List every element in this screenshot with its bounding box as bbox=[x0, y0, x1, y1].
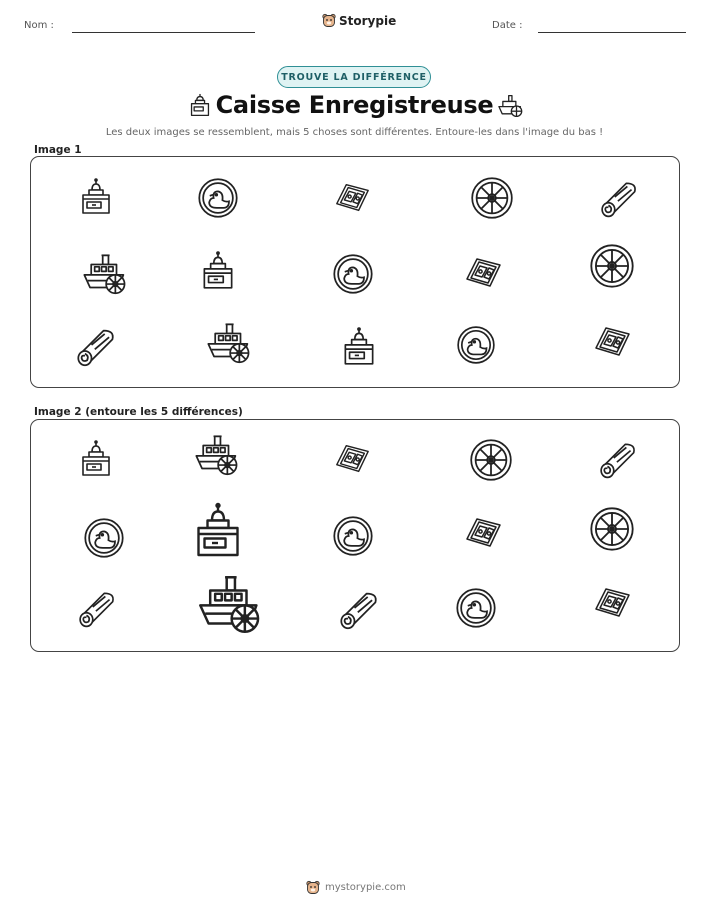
paper-roll-icon bbox=[598, 438, 640, 480]
banknote-tray-icon bbox=[326, 179, 378, 217]
image2-panel bbox=[30, 419, 680, 652]
duck-coin-icon bbox=[331, 252, 375, 296]
steamboat-icon bbox=[191, 574, 269, 640]
page-title: Caisse Enregistreuse bbox=[215, 91, 494, 119]
duck-coin-icon bbox=[453, 586, 499, 630]
steamboat-icon bbox=[202, 322, 256, 368]
cash-register-icon bbox=[197, 250, 239, 292]
steamboat-icon bbox=[78, 253, 132, 299]
cash-register-icon bbox=[76, 438, 116, 480]
duck-coin-icon bbox=[196, 176, 240, 220]
cash-register-icon bbox=[338, 325, 380, 369]
banknote-tray-icon bbox=[457, 513, 509, 553]
paper-roll-icon bbox=[75, 324, 119, 368]
bear-icon bbox=[306, 880, 320, 895]
cash-register-icon bbox=[188, 500, 248, 562]
steamboat-icon bbox=[191, 434, 243, 480]
wheel-icon bbox=[589, 243, 635, 289]
footer-url: mystorypie.com bbox=[325, 882, 406, 893]
brand-name: Storypie bbox=[339, 13, 397, 28]
footer bbox=[306, 880, 406, 895]
name-field[interactable] bbox=[72, 32, 255, 33]
steamboat-icon bbox=[495, 93, 525, 123]
bear-icon bbox=[322, 13, 336, 28]
panel2-label: Image 2 (entoure les 5 différences) bbox=[34, 406, 243, 418]
duck-coin-icon bbox=[81, 516, 127, 560]
panel1-label: Image 1 bbox=[34, 144, 82, 156]
wheel-icon bbox=[469, 438, 513, 482]
date-label: Date : bbox=[492, 20, 523, 31]
duck-coin-icon bbox=[331, 514, 375, 558]
paper-roll-icon bbox=[599, 177, 641, 219]
name-label: Nom : bbox=[24, 20, 54, 31]
banknote-tray-icon bbox=[586, 583, 638, 623]
wheel-icon bbox=[589, 506, 635, 552]
banknote-tray-icon bbox=[586, 322, 638, 362]
paper-roll-icon bbox=[77, 587, 119, 629]
cash-register-icon bbox=[76, 177, 116, 217]
wheel-icon bbox=[470, 176, 514, 220]
image1-panel bbox=[30, 156, 680, 388]
banknote-tray-icon bbox=[326, 440, 378, 478]
brand-logo bbox=[322, 13, 396, 28]
activity-badge: TROUVE LA DIFFÉRENCE bbox=[277, 66, 431, 88]
instructions: Les deux images se ressemblent, mais 5 choses sont différentes. Entoure-les dans l'image du bas ! bbox=[105, 127, 604, 138]
banknote-tray-icon bbox=[457, 253, 509, 293]
duck-coin-icon bbox=[453, 324, 499, 366]
paper-roll-icon bbox=[338, 587, 382, 631]
date-field[interactable] bbox=[538, 32, 686, 33]
